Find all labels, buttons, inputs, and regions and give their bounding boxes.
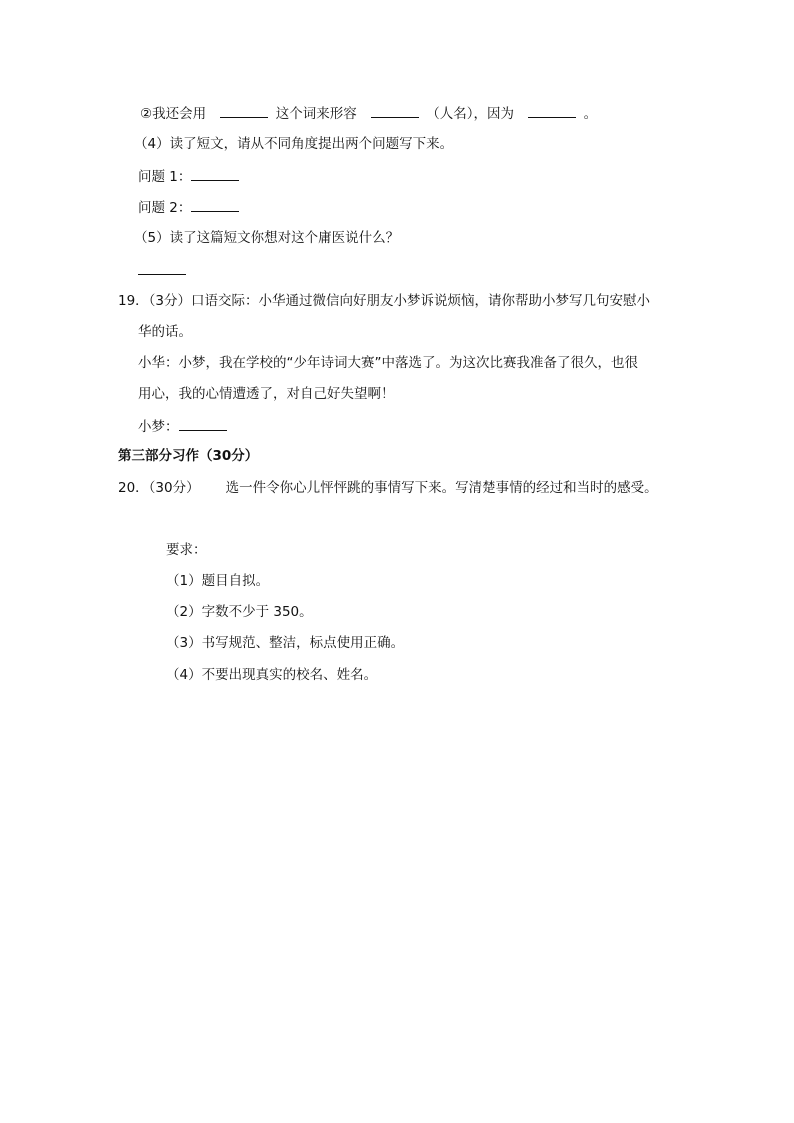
answer-blank[interactable]	[191, 166, 239, 181]
q20-line	[118, 479, 658, 497]
requirement-3: （3）书写规范、整洁，标点使用正确。	[166, 635, 405, 651]
answer-blank[interactable]	[528, 103, 576, 118]
xiaomeng-line	[138, 416, 230, 436]
xiaohua-line-1: 小华：小梦，我在学校的“少年诗词大赛”中落选了。为这次比赛我准备了很久，也很	[138, 355, 638, 371]
q18-sub5: （5）读了这篇短文你想对这个庸医说什么？	[134, 230, 400, 246]
q19-line-1: 19．（3分）口语交际：小华通过微信向好朋友小梦诉说烦恼，请你帮助小梦写几句安慰小	[118, 293, 651, 309]
answer-blank[interactable]	[138, 260, 186, 275]
q19-line-2: 华的话。	[138, 324, 192, 340]
question-1-line	[138, 166, 242, 186]
answer-blank[interactable]	[371, 103, 419, 118]
requirement-4: （4）不要出现真实的校名、姓名。	[166, 667, 378, 683]
q18-line-part2: 这个词来形容	[275, 106, 357, 122]
q18-line-part3: （人名），因为	[426, 106, 515, 122]
q18-sub-line-2	[140, 103, 597, 123]
question-2-line	[138, 197, 242, 217]
xiaohua-line-2: 用心，我的心情遭透了，对自己好失望啊！	[138, 386, 395, 402]
answer-blank[interactable]	[191, 197, 239, 212]
q18-line-part4: 。	[583, 106, 598, 122]
answer-blank[interactable]	[220, 103, 268, 118]
requirements-label: 要求：	[166, 542, 207, 558]
xiaomeng-label: 小梦：	[138, 419, 179, 435]
q18-sub5-answer	[138, 260, 189, 280]
q20-prompt: 选一件令你心儿怦怦跳的事情写下来。写清楚事情的经过和当时的感受。	[225, 480, 658, 496]
question-2-label: 问题 2：	[138, 200, 192, 216]
requirement-2: （2）字数不少于 350。	[166, 604, 313, 620]
question-1-label: 问题 1：	[138, 169, 192, 185]
part3-heading: 第三部分习作（30分）	[118, 448, 259, 464]
q18-line-part1: ②我还会用	[140, 106, 207, 122]
q20-number: 20．（30分）	[118, 480, 200, 496]
requirement-1: （1）题目自拟。	[166, 573, 270, 589]
answer-blank[interactable]	[179, 416, 227, 431]
q18-sub4: （4）读了短文，请从不同角度提出两个问题写下来。	[134, 136, 454, 152]
